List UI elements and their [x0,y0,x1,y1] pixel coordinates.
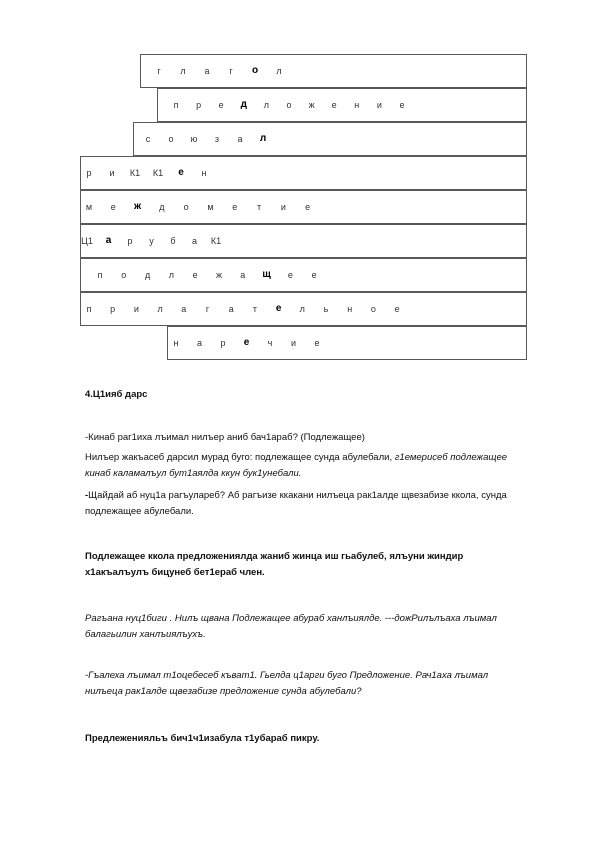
crossword-letter: г [157,66,161,76]
crossword-letter: а [191,236,197,246]
crossword-key-letter: д [240,99,247,110]
crossword-row [80,292,527,326]
lesson-goal-text: Нилъер жакъасеб дарсил мурад буго: подлежащее сунда абулебали, [85,452,395,463]
crossword-letter: е [394,304,400,314]
crossword-letter: з [214,134,220,144]
lesson-heading: 4.Ц1ияб дарс [85,389,148,400]
crossword-letter: р [110,304,116,314]
crossword-key-letter: е [275,303,282,314]
crossword-letter: о [183,202,189,212]
crossword-letter: е [305,202,311,212]
crossword-letter: ч [267,338,273,348]
crossword-letter: е [311,270,317,280]
crossword-letter: е [232,202,238,212]
crossword-letter: и [133,304,139,314]
crossword-letter: и [376,100,382,110]
crossword-letter: о [168,134,174,144]
crossword-row [80,224,527,258]
crossword-letter: н [347,304,353,314]
crossword-letter: и [290,338,297,348]
crossword-key-letter: е [178,167,184,178]
crossword-letter: л [299,304,305,314]
crossword-letter: о [286,100,292,110]
subject-definition: Подлежащее ккола предложениялда жаниб жинца иш гьабулеб, ялъуни жиндир х1акъалъулъ бицунеб бет1ераб член. [85,551,464,578]
crossword-key-letter: а [105,235,112,246]
dash-mark: - [85,490,89,501]
crossword-row [157,88,527,122]
crossword-letter: р [127,236,133,246]
crossword-letter: л [180,66,186,76]
crossword-row [133,122,527,156]
crossword-row [80,258,527,292]
crossword-letter: р [220,338,226,348]
sentence-task: Предлеженияльъ бич1ч1изабула т1убараб пикру. [85,733,320,744]
crossword-letter: а [181,304,187,314]
crossword-key-letter: е [243,337,250,348]
door-question-text: Щайдай аб нуц1а рагъулареб? Аб рагъизе ккакани нилъеца рак1алде щвезабизе ккола, сунда подлежащее абулебали. [85,490,507,517]
question-subject: -Кинаб раг1иха лъимал нилъер аниб бач1араб? (Подлежащее) [85,432,365,443]
crossword-letter: а [204,66,210,76]
crossword-letter: п [173,100,179,110]
crossword-letter: е [218,100,224,110]
crossword-letter: и [280,202,286,212]
crossword-grid [0,0,595,370]
crossword-letter: а [240,270,246,280]
crossword-letter: е [399,100,405,110]
lesson-goal-italic: г1емерисеб подлежащее кинаб каламалъул бут1аялда ккун бук1унебали. [85,452,508,479]
crossword-row [80,190,527,224]
sentence-paragraph: -Гъалеха лъимал т1оцебесеб къват1. Гьелда ц1арги буго Предложение. Рач1аха лъимал нилъеца рак1алде щвезабизе предложение сунда абулебали? [85,670,489,697]
crossword-key-letter: л [259,133,267,144]
crossword-letter: ю [190,134,198,144]
crossword-key-letter: ж [134,201,142,212]
crossword-letter: о [121,270,127,280]
crossword-letter: л [263,100,270,110]
crossword-letter: а [196,338,202,348]
crossword-letter: К1 [210,236,222,246]
crossword-letter: м [207,202,214,212]
crossword-letter: г [205,304,210,314]
crossword-letter: л [168,270,175,280]
crossword-letter: е [314,338,320,348]
crossword-letter: б [170,236,176,246]
crossword-letter: н [354,100,360,110]
crossword-letter: т [252,304,257,314]
crossword-key-letter: о [251,65,259,76]
crossword-key-letter: щ [262,269,271,280]
lesson-goal-paragraph [85,450,525,482]
crossword-letter: п [97,270,103,280]
kingdom-paragraph: Рагъана нуц1биги . Нилъ щвана Подлежащее абураб ханлъиялде. ---дожРилълъаха лъимал балагьилин ханлъиялъухъ. [85,613,497,640]
crossword-letter: е [287,270,293,280]
crossword-letter: л [276,66,282,76]
crossword-letter: л [157,304,163,314]
crossword-letter: и [109,168,115,178]
crossword-letter: р [196,100,202,110]
crossword-row [167,326,527,360]
crossword-letter: с [145,134,151,144]
crossword-row [140,54,527,88]
crossword-letter: ь [323,304,329,314]
crossword-letter: р [86,168,92,178]
crossword-letter: м [85,202,93,212]
crossword-letter: н [201,168,207,178]
crossword-letter: а [237,134,243,144]
crossword-letter: К1 [152,168,164,178]
crossword-letter: К1 [129,168,141,178]
crossword-letter: г [229,66,233,76]
crossword-letter: Ц1 [81,236,93,246]
crossword-letter: е [331,100,337,110]
crossword-letter: д [159,202,165,212]
crossword-letter: н [173,338,179,348]
crossword-letter: е [110,202,116,212]
crossword-letter: ж [215,270,223,280]
door-question-paragraph [85,488,525,520]
crossword-letter: о [370,304,376,314]
crossword-letter: п [86,304,92,314]
crossword-letter: т [257,202,262,212]
crossword-letter: е [192,270,198,280]
crossword-letter: д [144,270,151,280]
crossword-row [80,156,527,190]
crossword-letter: ж [308,100,315,110]
crossword-letter: у [149,236,154,246]
crossword-letter: а [228,304,234,314]
